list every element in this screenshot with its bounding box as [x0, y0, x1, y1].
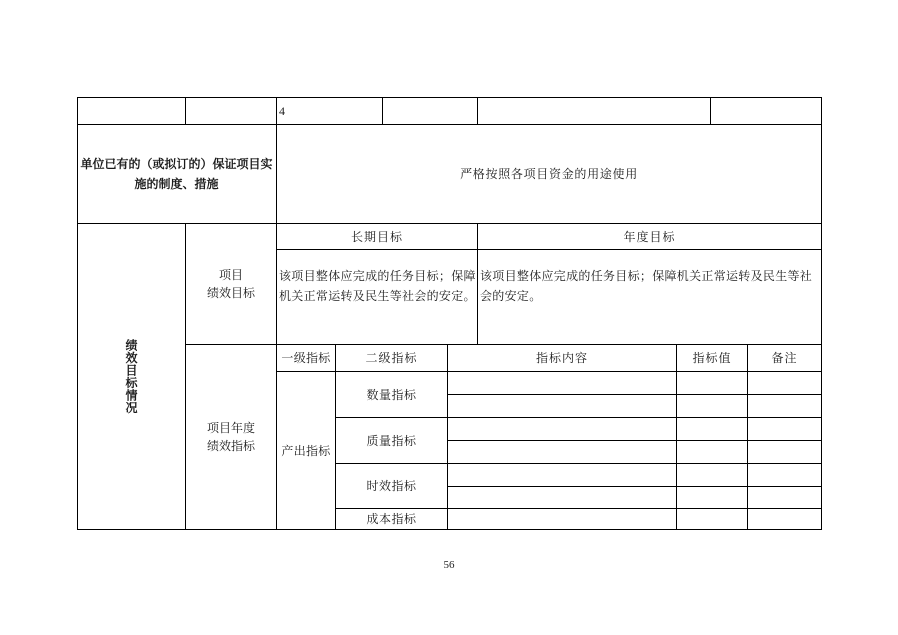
indicator-remark-cell [748, 464, 822, 487]
header-first-level: 一级指标 [277, 345, 336, 372]
long-term-goal-text: 该项目整体应完成的任务目标；保障机关正常运转及民生等社会的安定。 [277, 250, 478, 345]
indicator-remark-cell [748, 509, 822, 530]
second-level-quantity: 数量指标 [336, 372, 448, 418]
performance-table [77, 97, 822, 530]
header-remark: 备注 [748, 345, 822, 372]
top-row-cell [383, 97, 478, 125]
header-indicator-value: 指标值 [677, 345, 748, 372]
indicator-remark-cell [748, 487, 822, 509]
indicator-value-cell [677, 464, 748, 487]
indicator-remark-cell [748, 441, 822, 464]
indicator-value-cell [677, 487, 748, 509]
guarantee-measures-value: 严格按照各项目资金的用途使用 [277, 125, 822, 224]
performance-section-label [77, 224, 186, 530]
indicator-content-cell [448, 487, 677, 509]
indicator-value-cell [677, 441, 748, 464]
indicators-label: 项目年度 绩效指标 [186, 345, 277, 530]
top-row-cell [77, 97, 186, 125]
first-level-output-indicator: 产出指标 [277, 372, 336, 530]
long-term-goal-header: 长期目标 [277, 224, 478, 250]
indicator-remark-cell [748, 395, 822, 418]
indicator-value-cell [677, 372, 748, 395]
indicator-content-cell [448, 509, 677, 530]
annual-goal-text: 该项目整体应完成的任务目标；保障机关正常运转及民生等社会的安定。 [478, 250, 822, 345]
second-level-timeliness: 时效指标 [336, 464, 448, 509]
indicator-content-cell [448, 441, 677, 464]
annual-goal-header: 年度目标 [478, 224, 822, 250]
top-row-cell [478, 97, 711, 125]
page-number: 56 [443, 559, 455, 571]
indicator-value-cell [677, 418, 748, 441]
goals-label: 项目 绩效目标 [186, 224, 277, 345]
indicator-content-cell [448, 464, 677, 487]
performance-section-text: 绩效目标情况 [124, 339, 138, 414]
second-level-quality: 质量指标 [336, 418, 448, 464]
indicator-value-cell [677, 509, 748, 530]
indicator-value-cell [677, 395, 748, 418]
header-second-level: 二级指标 [336, 345, 448, 372]
indicator-content-cell [448, 418, 677, 441]
indicator-remark-cell [748, 418, 822, 441]
top-row-cell-number: 4 [277, 97, 383, 125]
indicator-content-cell [448, 372, 677, 395]
second-level-cost: 成本指标 [336, 509, 448, 530]
top-row-cell [186, 97, 277, 125]
indicator-remark-cell [748, 372, 822, 395]
header-indicator-content: 指标内容 [448, 345, 677, 372]
guarantee-measures-label: 单位已有的（或拟订的）保证项目实施的制度、措施 [77, 125, 277, 224]
indicator-content-cell [448, 395, 677, 418]
top-row-cell [711, 97, 822, 125]
